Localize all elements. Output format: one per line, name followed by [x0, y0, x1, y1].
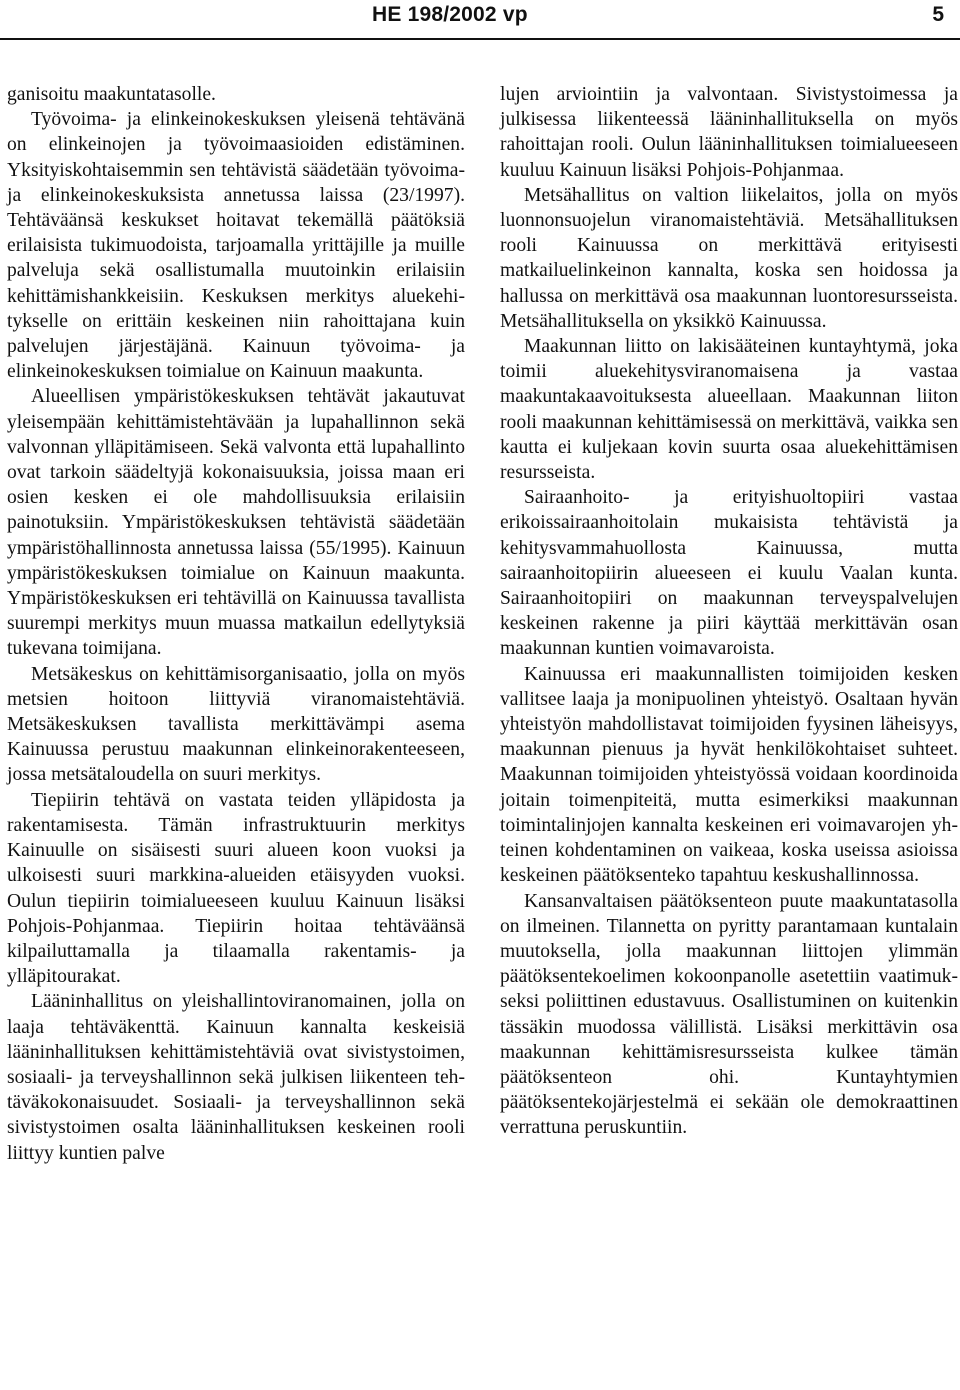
- page-header: [0, 0, 960, 40]
- paragraph: Kainuussa eri maakunnallisten toimijoiden kesken vallitsee laaja ja monipuolinen yhteistyö. Osaltaan hyvän yhteistyön mahdollistavat toimijoiden fyysinen läheisyys, maakunnan pienuus ja hyvät henkilökohtaiset suhteet. Maakunnan toimijoiden yhteistyössä voidaan koordinoida joitain toimenpiteitä, mutta esimerkiksi maakunnan toimintalinjojen kannalta keskeinen eri voimavarojen yhteinen kohdentaminen on vaikeaa, koska useissa asioissa keskeinen päätöksenteko tapahtuu keskushallinnossa.: [500, 663, 958, 887]
- right-column: [500, 82, 958, 1141]
- paragraph: Lääninhallitus on yleishallintoviranomainen, jolla on laaja tehtäväkenttä. Kainuun kannalta keskeisiä lääninhallituksen kehittämistehtäviä ovat sivistystoimen, sosiaali- ja terveyshallinnon sekä julkisen liikenteen tehtäväkokonaisuudet. Sosiaali- ja terveyshallinnon sekä sivistystoimen osalta lääninhallituksen keskeinen rooli liittyy kuntien palve: [7, 991, 465, 1164]
- page-number: 5: [932, 3, 944, 26]
- paragraph: ganisoitu maakuntatasolle.: [7, 84, 216, 105]
- left-column: [7, 82, 465, 1166]
- paragraph: Sairaanhoito- ja erityishuoltopiiri vastaa erikoissairaanhoitolain mukaisista tehtävistä ja kehitysvammahuollosta Kainuussa, mutta sairaanhoitopiirin alueeseen ei kuulu Vaalan kunta. Sairaanhoitopiiri on maakunnan terveyspalvelujen keskeinen rakenne ja piiri käyttää merkittävän osan maakunnan kuntien voimavaroista.: [500, 487, 958, 660]
- paragraph: Kansanvaltaisen päätöksenteon puute maakuntatasolla on ilmeinen. Tilannetta on pyritty parantamaan kuntalain muutoksella, jolla maakunnan liittojen ylimmän päätöksentekoelimen kokoonpanolle asetettiin vaatimukseksi poliittinen edustavuus. Osallistuminen on kuitenkin tässäkin muodossa välillistä. Lisäksi merkittävin osa maakunnan kehittämisresursseista kulkee tämän päätöksenteon ohi. Kuntayhtymien päätöksentekojärjestelmä ei sekään ole demokraattinen verrattuna peruskuntiin.: [500, 890, 958, 1139]
- document-id: HE 198/2002 vp: [372, 3, 528, 26]
- paragraph: Metsähallitus on valtion liikelaitos, jolla on myös luonnonsuojelun viranomaistehtäviä. Metsähallituksen rooli Kainuussa on merkittävä erityisesti matkailuelinkeinon kannalta, koska sen hoidossa ja hallussa on merkittävä osa maakunnan luontoresursseista. Metsähallituksella on yksikkö Kainuussa.: [500, 184, 958, 332]
- paragraph: Työvoima- ja elinkeinokeskuksen yleisenä tehtävänä on elinkeinojen ja työvoimaasioiden edistäminen. Yksityiskohtaisemmin sen tehtävistä säädetään työvoima- ja elinkeinokeskuksista annetussa laissa (23/1997). Tehtäväänsä keskukset hoitavat tekemällä päätöksiä erilaisista tukimuodoista, tarjoamalla yrittäjille ja muille palveluja sekä osallistumalla muutoinkin erilaisiin kehittämishankkeisiin. Keskuksen merkitys aluekehitykselle on erittäin keskeinen niin rahoittajana kuin palvelujen järjestäjänä. Kainuun työvoima- ja elinkeinokeskuksen toimialue on Kainuun maakunta.: [7, 109, 465, 383]
- paragraph: Maakunnan liitto on lakisääteinen kuntayhtymä, joka toimii aluekehitysviranomaisena ja vastaa maakuntakaavoituksesta alueellaan. Maakunnan liiton rooli maakunnan kehittämisessä on merkittävä, vaikka sen kautta ei kuljekaan kovin suurta osaa aluekehittämisen resursseista.: [500, 336, 958, 484]
- paragraph: Alueellisen ympäristökeskuksen tehtävät jakautuvat yleisempään kehittämistehtävään ja lupahallinnon sekä valvonnan ylläpitämiseen. Sekä valvonta että lupahallinto ovat tarkoin säädeltyjä kokonaisuuksia, joissa maan eri osien kesken ei ole mahdollisuuksia erilaisiin painotuksiin. Ympäristökeskuksen tehtävistä säädetään ympäristöhallinnosta annetussa laissa (55/1995). Kainuun ympäristökeskuksen toimialue on Kainuun maakunta. Ympäristökeskuksen eri tehtävillä on Kainuussa tavallista suurempi merkitys muun muassa matkailun edellytyksiä tukevana toimijana.: [7, 386, 465, 660]
- paragraph: Tiepiirin tehtävä on vastata teiden ylläpidosta ja rakentamisesta. Tämän infrastruktuurin merkitys Kainuulle on sisäisesti suuri alueen koon vuoksi ja ulkoisesti suuri markkina-alueiden etäisyyden vuoksi. Oulun tiepiirin toimialueeseen kuuluu Kainuun lisäksi Pohjois-Pohjanmaa. Tiepiirin hoitaa tehtäväänsä kilpailuttamalla ja tilaamalla rakentamis- ja ylläpitourakat.: [7, 789, 465, 988]
- header-rule: [0, 38, 960, 40]
- paragraph: lujen arviointiin ja valvontaan. Sivistystoimessa ja julkisessa liikenteessä lääninhallituksella on myös rahoittajan rooli. Oulun lääninhallituksen toimialueeseen kuuluu Kainuun lisäksi Pohjois-Pohjanmaa.: [500, 84, 958, 181]
- paragraph: Metsäkeskus on kehittämisorganisaatio, jolla on myös metsien hoitoon liittyviä viranomaistehtäviä. Metsäkeskuksen tavallista merkittävämpi asema Kainuussa perustuu maakunnan elinkeinorakenteeseen, jossa metsätaloudella on suuri merkitys.: [7, 663, 465, 786]
